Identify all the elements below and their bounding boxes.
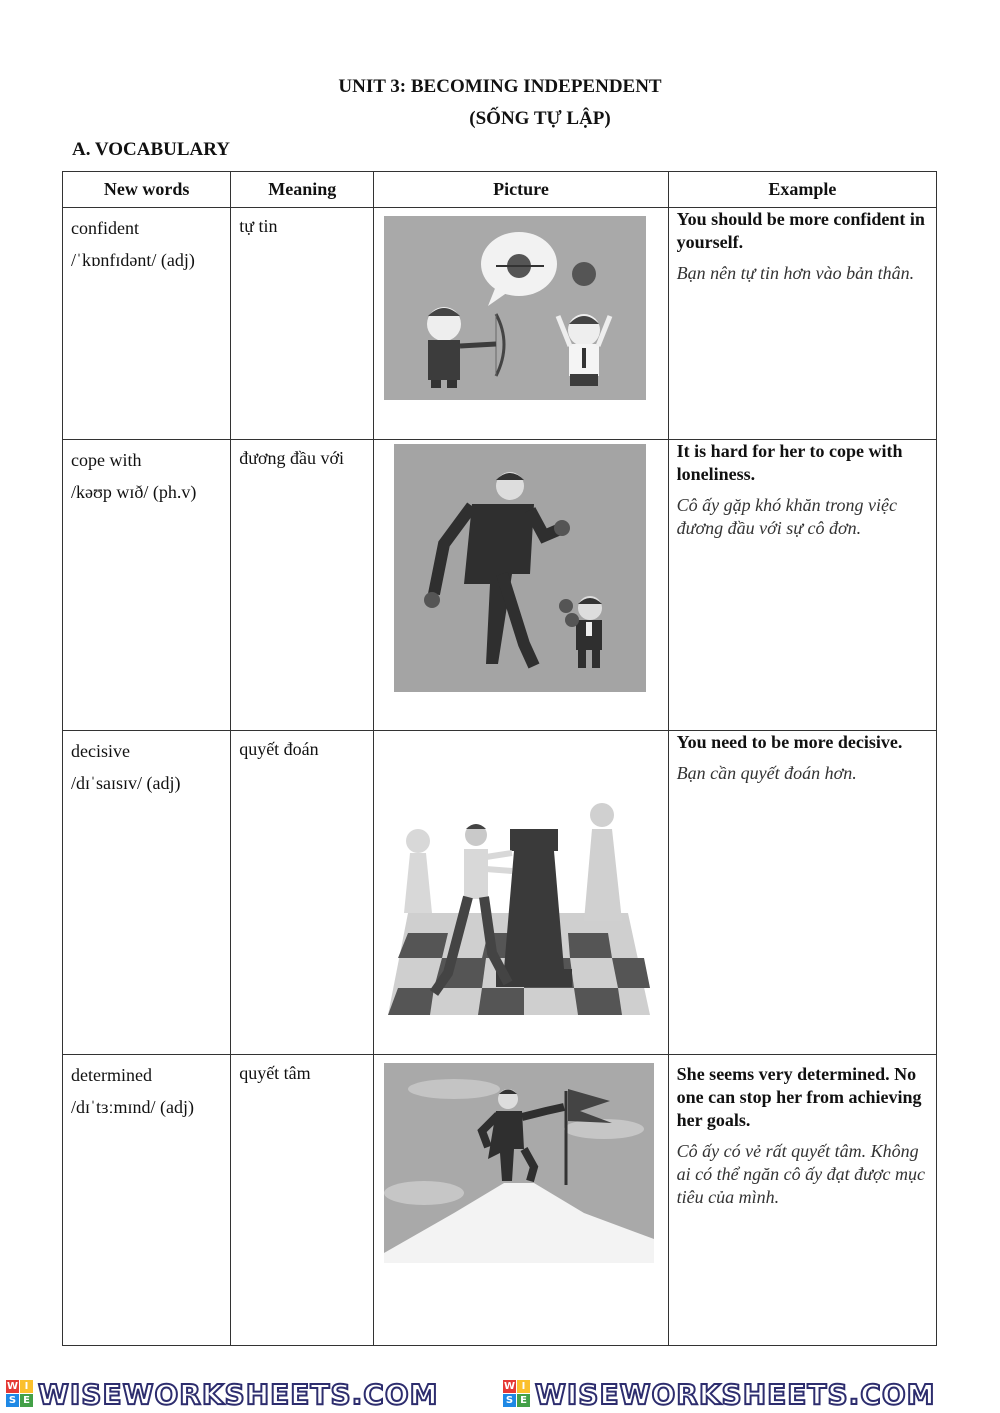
vocab-phonetic: /ˈkɒnfɪdənt/ (adj) [71,250,195,270]
vocab-phonetic: /dɪˈtɜːmɪnd/ (adj) [71,1097,195,1117]
column-header-picture: Picture [374,172,668,208]
meaning-cell: quyết đoán [231,731,374,1055]
meaning-cell: quyết tâm [231,1055,374,1346]
section-heading: A. VOCABULARY [72,139,231,160]
example-cell [668,731,936,1055]
brand-watermark: WISEWORKSHEETS.COM [535,1378,936,1411]
column-header-example: Example [668,172,936,208]
brand-watermark: WISEWORKSHEETS.COM [38,1378,439,1411]
table-header-row [63,172,937,208]
example-vietnamese: Cô ấy gặp khó khăn trong việc đương đầu với sự cô đơn. [676,495,897,538]
table-row [63,1055,937,1346]
vocab-phonetic: /dɪˈsaɪsɪv/ (adj) [71,773,181,793]
table-row [63,208,937,440]
picture-cell [374,1055,668,1346]
vocab-word: cope with [71,450,142,470]
example-vietnamese: Bạn nên tự tin hơn vào bản thân. [676,263,915,283]
wise-logo-icon: W I S E [6,1380,34,1408]
vocab-phonetic: /kəʊp wɪð/ (ph.v) [71,482,197,502]
mountain-flag-illustration [384,1063,654,1263]
vocab-word: determined [71,1065,152,1085]
word-cell [63,731,231,1055]
vocabulary-table [62,171,937,1346]
example-cell [668,440,936,731]
picture-cell [374,731,668,1055]
picture-cell [374,440,668,731]
example-cell [668,208,936,440]
page-subtitle: (SỐNG TỰ LẬP) [469,108,611,129]
example-english: You need to be more decisive. [676,732,903,752]
footer-watermark [0,1372,1000,1412]
archer-illustration [384,216,646,400]
column-header-new-words: New words [63,172,231,208]
meaning-cell: đương đầu với [231,440,374,731]
example-english: She seems very determined. No one can stop her from achieving her goals. [676,1064,922,1130]
meaning-cell: tự tin [231,208,374,440]
example-english: It is hard for her to cope with loneliness. [676,441,903,484]
example-english: You should be more confident in yourself. [676,209,925,252]
example-cell [668,1055,936,1346]
page-title: UNIT 3: BECOMING INDEPENDENT [338,76,662,97]
word-cell [63,440,231,731]
word-cell [63,208,231,440]
boxing-illustration [394,444,646,692]
wise-logo-icon: W I S E [503,1380,531,1408]
picture-cell [374,208,668,440]
vocab-word: confident [71,218,139,238]
chess-illustration [388,793,650,1015]
example-vietnamese: Bạn cần quyết đoán hơn. [676,763,857,783]
vocab-word: decisive [71,741,130,761]
table-row [63,731,937,1055]
example-vietnamese: Cô ấy có vẻ rất quyết tâm. Không ai có thể ngăn cô ấy đạt được mục tiêu của mình. [676,1141,926,1207]
table-row [63,440,937,731]
word-cell [63,1055,231,1346]
column-header-meaning: Meaning [231,172,374,208]
